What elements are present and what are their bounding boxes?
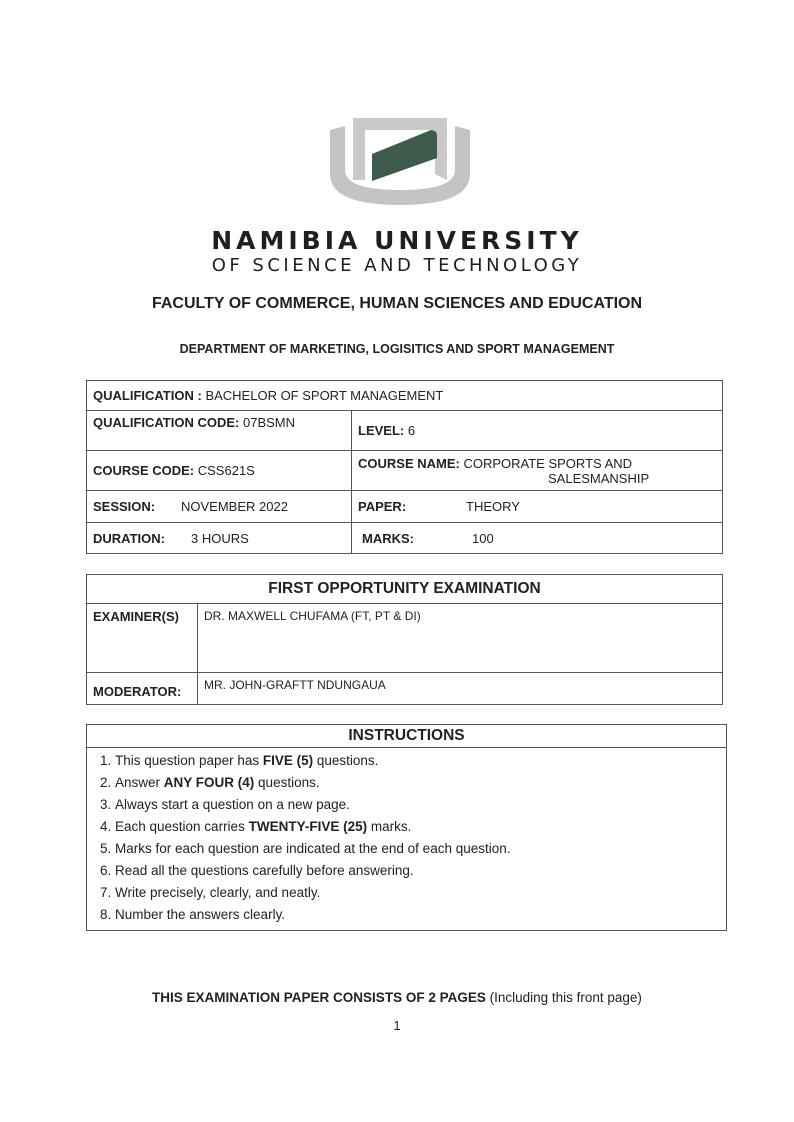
qualification-value: BACHELOR OF SPORT MANAGEMENT <box>205 388 444 403</box>
instruction-item <box>115 838 726 860</box>
course-code-cell <box>87 451 352 491</box>
instruction-item <box>115 794 726 816</box>
instruction-text: questions. <box>254 775 320 790</box>
session-value: NOVEMBER 2022 <box>181 499 288 514</box>
instruction-text: Read all the questions carefully before answering. <box>115 863 414 878</box>
duration-value: 3 HOURS <box>191 530 249 546</box>
label: LEVEL: <box>358 423 405 438</box>
label: SESSION: <box>93 499 156 514</box>
university-name: NAMIBIA UNIVERSITY <box>211 226 583 255</box>
instruction-text: Number the answers clearly. <box>115 907 286 922</box>
qualification-code-value: 07BSMN <box>242 415 296 430</box>
paper-value: THEORY <box>466 499 520 514</box>
instruction-item <box>115 904 726 926</box>
label: COURSE NAME: <box>358 455 460 471</box>
level-value: 6 <box>407 423 416 438</box>
label: MARKS: <box>362 530 414 546</box>
label: QUALIFICATION CODE: <box>93 415 240 430</box>
instruction-text: TWENTY-FIVE (25) <box>248 819 368 834</box>
paper-cell <box>352 491 723 523</box>
instruction-text: Each question carries <box>115 819 249 834</box>
course-code-value: CSS621S <box>197 463 255 478</box>
moderator-value: MR. JOHN-GRAFTT NDUNGAUA <box>198 673 723 705</box>
page-number: 1 <box>393 1018 401 1033</box>
marks-value: 100 <box>472 530 494 546</box>
label: COURSE CODE: <box>93 463 195 478</box>
instructions-table <box>86 724 727 931</box>
instruction-text: Write precisely, clearly, and neatly. <box>115 885 321 900</box>
examiner-label: EXAMINER(S) <box>87 604 198 673</box>
university-logo <box>325 108 475 208</box>
examiner-value: DR. MAXWELL CHUFAMA (FT, PT & DI) <box>198 604 723 673</box>
instruction-text: Always start a question on a new page. <box>115 797 350 812</box>
qualification-cell <box>87 381 723 411</box>
moderator-label: MODERATOR: <box>87 673 198 705</box>
instruction-item <box>115 772 726 794</box>
instruction-text: marks. <box>367 819 412 834</box>
examiners-table <box>86 574 723 705</box>
instruction-item <box>115 860 726 882</box>
course-details-table <box>86 380 723 554</box>
instruction-item <box>115 882 726 904</box>
instruction-item <box>115 816 726 838</box>
label: DURATION: <box>93 530 165 546</box>
department-heading: DEPARTMENT OF MARKETING, LOGISITICS AND SPORT MANAGEMENT <box>179 342 615 356</box>
page-count-note <box>0 990 794 1005</box>
faculty-heading: FACULTY OF COMMERCE, HUMAN SCIENCES AND EDUCATION <box>151 295 643 312</box>
marks-cell <box>352 523 723 554</box>
exam-title: FIRST OPPORTUNITY EXAMINATION <box>87 575 723 604</box>
instructions-title: INSTRUCTIONS <box>87 725 727 748</box>
level-cell <box>352 411 723 451</box>
instruction-text: ANY FOUR (4) <box>163 775 255 790</box>
instruction-text: questions. <box>313 753 379 768</box>
duration-cell <box>87 523 352 554</box>
instructions-list <box>87 750 726 926</box>
qualification-code-cell <box>87 411 352 451</box>
instruction-text: Marks for each question are indicated at the end of each question. <box>115 841 511 856</box>
course-name-cell <box>352 451 723 491</box>
university-subtitle: OF SCIENCE AND TECHNOLOGY <box>211 255 583 276</box>
instruction-text: This question paper has <box>115 753 263 768</box>
label: QUALIFICATION : <box>93 388 202 403</box>
page-count-bold: THIS EXAMINATION PAPER CONSISTS OF 2 PAGES <box>152 990 486 1005</box>
label: PAPER: <box>358 499 407 514</box>
instruction-text: Answer <box>115 775 164 790</box>
instruction-item <box>115 750 726 772</box>
course-name-value-cont: SALESMANSHIP <box>548 470 650 486</box>
session-cell <box>87 491 352 523</box>
course-name-value: CORPORATE SPORTS AND <box>463 455 633 471</box>
page-count-rest: (Including this front page) <box>485 990 642 1005</box>
instruction-text: FIVE (5) <box>262 753 314 768</box>
